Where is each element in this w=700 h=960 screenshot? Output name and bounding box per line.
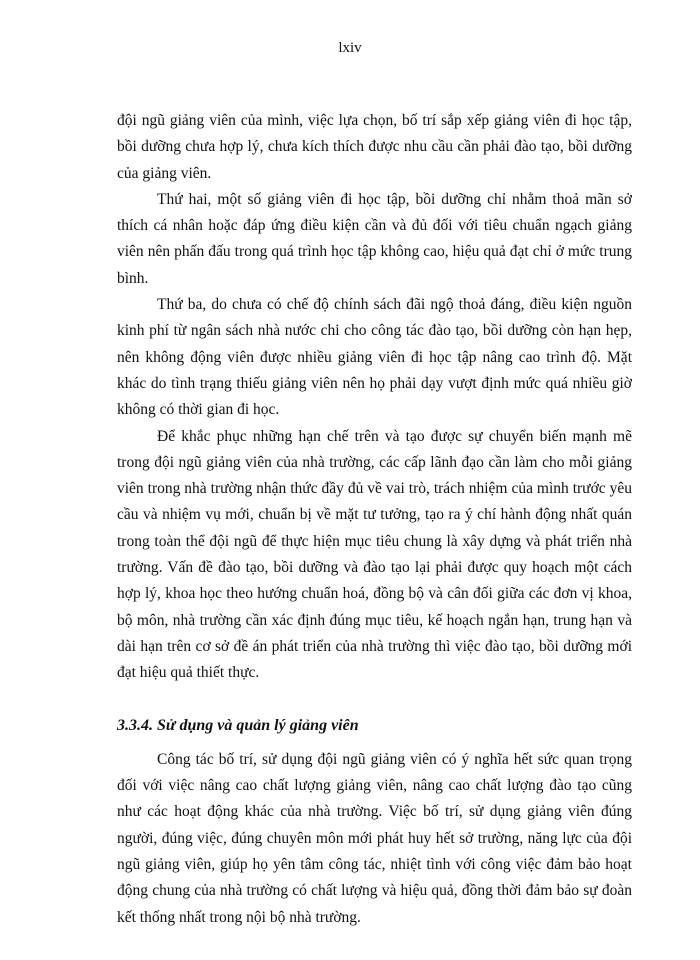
paragraph-continuation: đội ngũ giảng viên của mình, việc lựa chọn, bố trí sắp xếp giảng viên đi học tập, bồi dưỡng chưa hợp lý, chưa kích thích được nhu cầu cần phải đào tạo, bồi dưỡng của giảng viên. <box>117 112 632 182</box>
section-heading: 3.3.4. Sử dụng và quản lý giảng viên <box>117 716 359 734</box>
document-body <box>117 108 632 931</box>
paragraph: Thứ ba, do chưa có chế độ chính sách đãi ngộ thoả đáng, điều kiện nguồn kinh phí từ ngân sách nhà nước chi cho công tác đào tạo, bồi dưỡng còn hạn hẹp, nên không động viên được nhiều giảng viên đi học tập nâng cao trình độ. Mặt khác do tình trạng thiếu giảng viên nên họ phải dạy vượt định mức quá nhiều giờ không có thời gian đi học. <box>117 296 632 419</box>
page-number: lxiv <box>338 40 362 56</box>
paragraph: Để khắc phục những hạn chế trên và tạo được sự chuyển biến mạnh mẽ trong đội ngũ giảng viên của nhà trường, các cấp lãnh đạo cần làm cho mỗi giảng viên trong nhà trường nhận thức đầy đủ về vai trò, trách nhiệm của mình trước yêu cầu và nhiệm vụ mới, chuẩn bị về mặt tư tưởng, tạo ra ý chí hành động nhất quán trong toàn thể đội ngũ để thực hiện mục tiêu chung là xây dựng và phát triển nhà trường. Vấn đề đào tạo, bồi dưỡng và đào tạo lại phải được quy hoạch một cách hợp lý, khoa học theo hướng chuẩn hoá, đồng bộ và cân đối giữa các đơn vị khoa, bộ môn, nhà trường cần xác định đúng mục tiêu, kế hoạch ngắn hạn, trung hạn và dài hạn trên cơ sở đề án phát triển của nhà trường thì việc đào tạo, bồi dưỡng mới đạt hiệu quả thiết thực. <box>117 427 632 682</box>
section-paragraph: Công tác bố trí, sử dụng đội ngũ giảng viên có ý nghĩa hết sức quan trọng đối với việc nâng cao chất lượng giảng viên, nâng cao chất lượng đào tạo cũng như các hoạt động khác của nhà trường. Việc bố trí, sử dụng giảng viên đúng người, đúng việc, đúng chuyên môn mới phát huy hết sở trường, năng lực của đội ngũ giảng viên, giúp họ yên tâm công tác, nhiệt tình với công việc đảm bảo hoạt động chung của nhà trường có chất lượng và hiệu quả, đồng thời đảm bảo sự đoàn kết thống nhất trong nội bộ nhà trường. <box>117 750 632 926</box>
paragraph: Thứ hai, một số giảng viên đi học tập, bồi dưỡng chỉ nhằm thoả mãn sở thích cá nhân hoặc đáp ứng điều kiện cần và đủ đối với tiêu chuẩn ngạch giảng viên nên phấn đấu trong quá trình học tập không cao, hiệu quả đạt chỉ ở mức trung bình. <box>117 190 632 287</box>
